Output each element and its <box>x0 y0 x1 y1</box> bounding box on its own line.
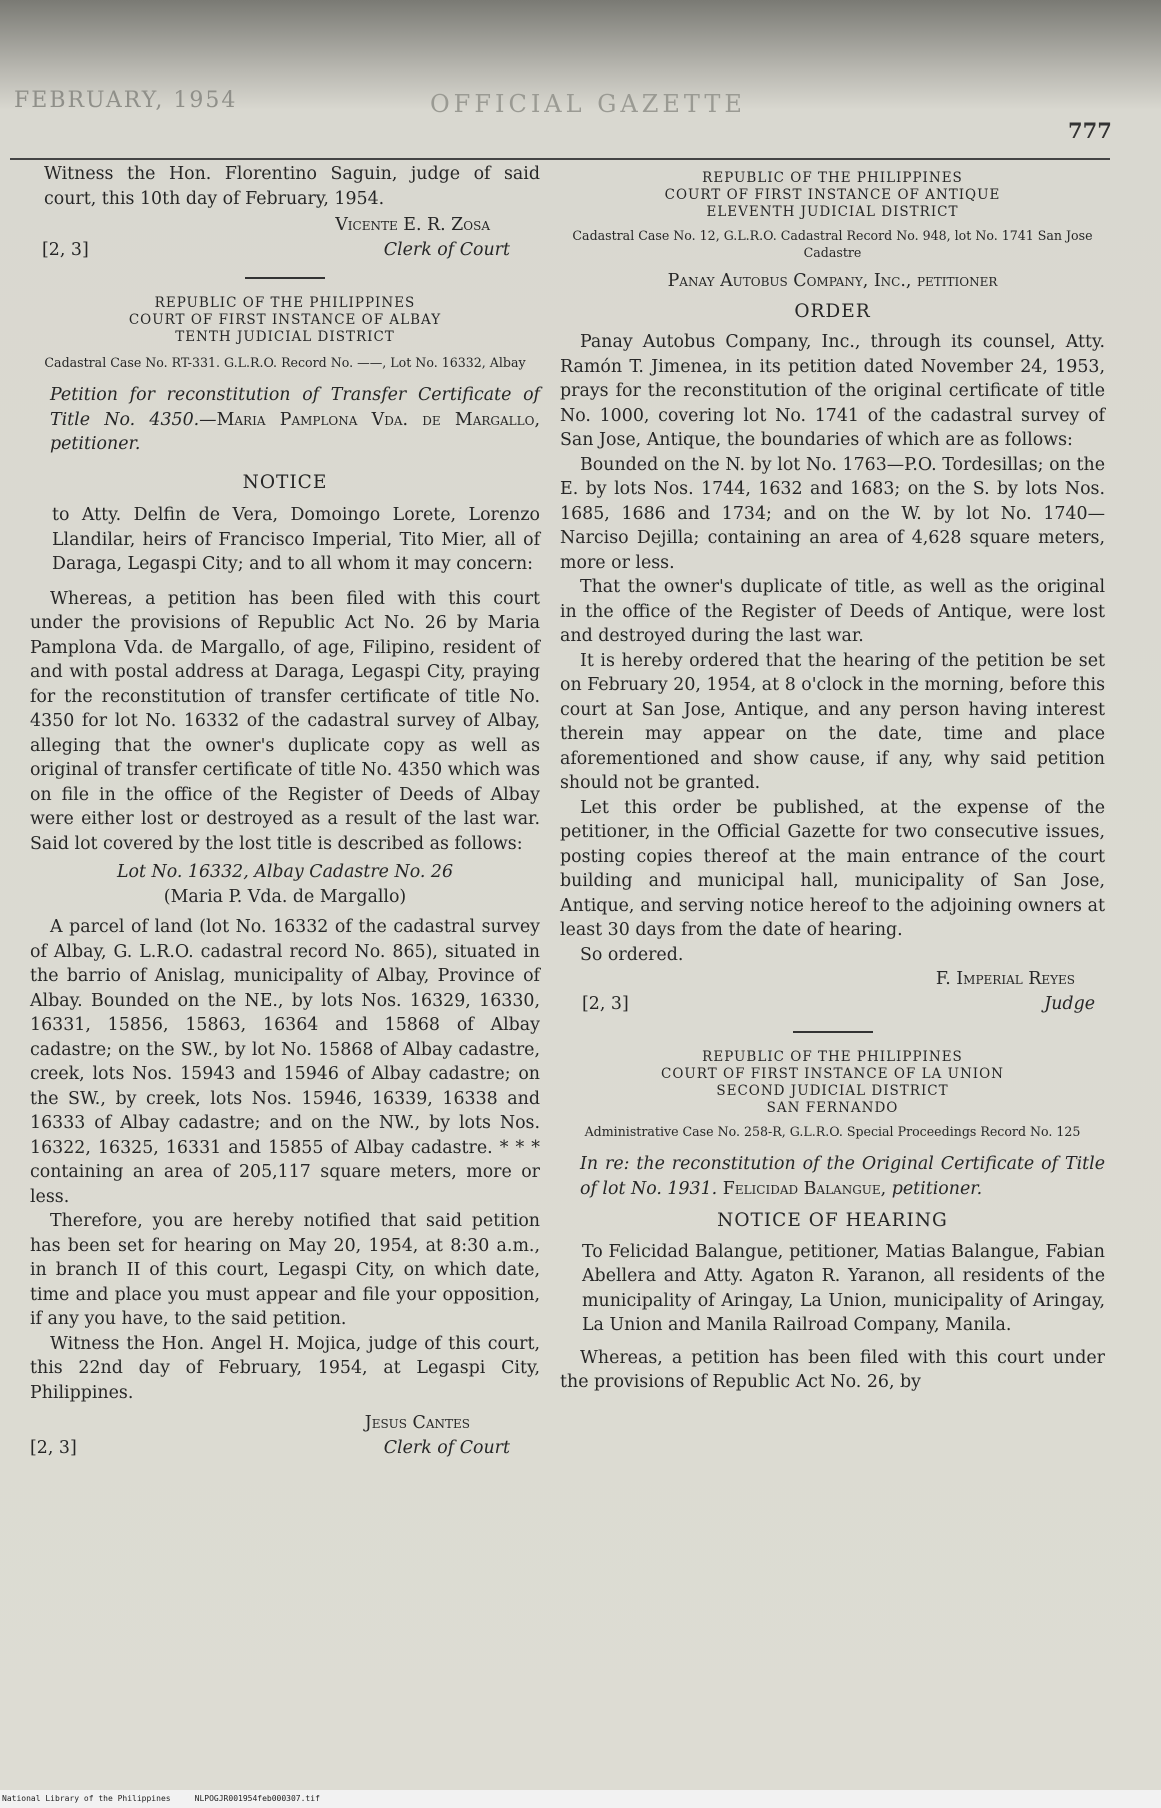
inre-title <box>560 1152 1105 1201</box>
notice-addressee: to Atty. Delfin de Vera, Domoingo Lorete, Lorenzo Llandilar, heirs of Francisco Imperial, Tito Mier, all of Daraga, Legaspi City; and to all whom it may concern: <box>52 505 540 574</box>
order-heading: ORDER <box>794 300 871 322</box>
court-line: COURT OF FIRST INSTANCE OF ANTIQUE <box>664 187 1001 203</box>
court-line: REPUBLIC OF THE PHILIPPINES <box>154 295 416 311</box>
clerk-name: Vicente E. R. Zosa <box>335 215 490 235</box>
section-divider <box>793 1031 873 1033</box>
header-date: FEBRUARY, 1954 <box>14 88 238 113</box>
issue-reference: [2, 3] <box>42 240 89 260</box>
notice-paragraph: Whereas, a petition has been filed with this court under the provisions of Republic Act No. 26 by Maria Pamplona Vda. de Margallo, of age, Filipino, resident of and with postal address at Daraga, Legaspi City, praying for the reconstitution of transfer certificate of title No. 4350 for lot No. 16332 of the cadastral survey of Albay, alleging that the owner's duplicate copy as well as original of transfer certificate of title No. 4350 which was on file in the office of the Register of Deeds of Albay were either lost or destroyed as a result of the last war. Said lot covered by the lost title is described as follows: <box>30 588 540 854</box>
order-paragraph: It is hereby ordered that the hearing of the petition be set on February 20, 1954, at 8 o'clock in the morning, before this court at San Jose, Antique, and any person having interest therein may appear on the date, time and place aforementioned and show cause, if any, why said petition should not be granted. <box>560 650 1105 793</box>
judge-name: F. Imperial Reyes <box>935 969 1075 989</box>
order-paragraph: Bounded on the N. by lot No. 1763—P.O. Tordesillas; on the E. by lots Nos. 1744, 1632 and 1683; on the S. by lots Nos. 1685, 1686 and 1734; and on the W. by lot No. 1740—Narciso Dejilla; containing an area of 4,628 square meters, more or less. <box>560 454 1105 573</box>
court-line: REPUBLIC OF THE PHILIPPINES <box>702 170 963 186</box>
clerk-title: Clerk of Court <box>383 1438 510 1458</box>
court-line: TENTH JUDICIAL DISTRICT <box>175 329 395 345</box>
court-line: SECOND JUDICIAL DISTRICT <box>716 1083 949 1099</box>
judge-title: Judge <box>1044 994 1095 1014</box>
whereas-paragraph: Whereas, a petition has been filed with this court under the provisions of Republic Act No. 26, by <box>560 1347 1105 1392</box>
order-paragraph: Panay Autobus Company, Inc., through its counsel, Atty. Ramón T. Jimenea, in its petition dated November 24, 1953, prays for the reconstitution of the original certificate of title No. 1000, covering lot No. 1741 of the cadastral survey of San Jose, Antique, the boundaries of which are as follows: <box>560 332 1105 450</box>
court-line: COURT OF FIRST INSTANCE OF LA UNION <box>661 1066 1004 1082</box>
notice-heading: NOTICE <box>242 471 328 493</box>
clerk-title: Clerk of Court <box>383 240 510 260</box>
lot-title: Lot No. 16332, Albay Cadastre No. 26 <box>116 862 454 882</box>
court-line: COURT OF FIRST INSTANCE OF ALBAY <box>128 312 442 328</box>
section-divider <box>245 277 325 279</box>
right-column <box>560 162 1105 1395</box>
order-paragraph: Let this order be published, at the expense of the petitioner, in the Official Gazette for two consecutive issues, posting copies thereof at the main entrance of the court building and municipal hall, municipality of San Jose, Antique, and serving notice hereof to the adjoining owners at least 30 days from the date of hearing. <box>560 797 1105 940</box>
witness-paragraph: Witness the Hon. Angel H. Mojica, judge of this court, this 22nd day of February, 1954, at Legaspi City, Philippines. <box>30 1333 540 1403</box>
hearing-heading: NOTICE OF HEARING <box>717 1210 948 1231</box>
issue-reference: [2, 3] <box>582 994 629 1014</box>
petition-title <box>30 383 540 457</box>
court-line: REPUBLIC OF THE PHILIPPINES <box>702 1049 963 1065</box>
lot-description: A parcel of land (lot No. 16332 of the cadastral survey of Albay, G. L.R.O. cadastral record No. 865), situated in the barrio of Anislag, municipality of Albay, Province of Albay. Bounded on the NE., by lots Nos. 16329, 16330, 16331, 15856, 15863, 16364 and 15868 of Albay cadastre; on the SW., by lot No. 15868 of Albay cadastre, creek, lots Nos. 15943 and 15946 of Albay cadastre; on the SW., by creek, lots Nos. 15946, 16339, 16338 and 16333 of Albay cadastre; and on the NW., by lots Nos. 16322, 16325, 16331 and 15855 of Albay cadastre. * * * containing an area of 205,117 square meters, more or less. <box>30 917 540 1207</box>
petitioner-line: Panay Autobus Company, Inc., petitioner <box>667 271 998 291</box>
petitioner-label: petitioner. <box>891 1178 983 1199</box>
petition-text: Petition for reconstitution of Transfer Certificate of Title No. 4350.— <box>50 385 540 430</box>
hearing-addressee: To Felicidad Balangue, petitioner, Matias Balangue, Fabian Abellera and Atty. Agaton R. Yaranon, all residents of the municipality of Aringay, La Union, municipality of Aringay, La Union and Manila Railroad Company, Manila. <box>582 1241 1105 1335</box>
clerk-name: Jesus Cantes <box>364 1413 470 1433</box>
signature-block <box>30 1436 540 1461</box>
header-rule <box>10 158 1110 160</box>
signature-block <box>30 238 540 263</box>
court-line: SAN FERNANDO <box>766 1100 899 1116</box>
case-number: Cadastral Case No. 12, G.L.R.O. Cadastral Record No. 948, lot No. 1741 San Jose Cadastre <box>572 228 1093 260</box>
signature-block <box>560 967 1105 992</box>
left-column <box>30 162 540 1461</box>
header-title: OFFICIAL GAZETTE <box>430 90 746 118</box>
hearing-paragraph: Therefore, you are hereby notified that said petition has been set for hearing on May 20, 1954, at 8:30 a.m., in branch II of this court, Legaspi City, on which date, time and place you must appear and file your opposition, if any you have, to the said petition. <box>30 1211 540 1329</box>
order-closing: So ordered. <box>580 944 684 965</box>
court-line: ELEVENTH JUDICIAL DISTRICT <box>706 204 959 220</box>
signature-block <box>560 992 1105 1017</box>
court-heading <box>30 295 540 346</box>
running-header <box>0 88 1161 143</box>
court-heading <box>560 1049 1105 1117</box>
petitioner-name: Maria Pamplona Vda. de Margallo, <box>216 409 540 430</box>
case-number: Administrative Case No. 258-R, G.L.R.O. Special Proceedings Record No. 125 <box>584 1124 1081 1139</box>
scan-footer: National Library of the Philippines NLPOGJR001954feb000307.tif <box>0 1790 1161 1808</box>
court-heading <box>560 170 1105 221</box>
page-number: 777 <box>1068 118 1112 143</box>
petitioner-label: petitioner. <box>50 434 141 454</box>
lot-owner: (Maria P. Vda. de Margallo) <box>163 886 407 907</box>
issue-reference: [2, 3] <box>30 1438 77 1458</box>
witness-statement: Witness the Hon. Florentino Saguin, judge of said court, this 10th day of February, 1954. <box>44 164 540 209</box>
signature-block <box>30 213 540 238</box>
order-paragraph: That the owner's duplicate of title, as well as the original in the office of the Register of Deeds of Antique, were lost and destroyed during the last war. <box>560 577 1105 646</box>
petitioner-name: Felicidad Balangue, <box>722 1178 887 1199</box>
signature-block <box>30 1411 540 1436</box>
inre-text: In re: the reconstitution of the Original Certificate of Title of lot No. 1931. <box>580 1154 1105 1199</box>
case-number: Cadastral Case No. RT-331. G.L.R.O. Record No. ——, Lot No. 16332, Albay <box>44 355 526 370</box>
